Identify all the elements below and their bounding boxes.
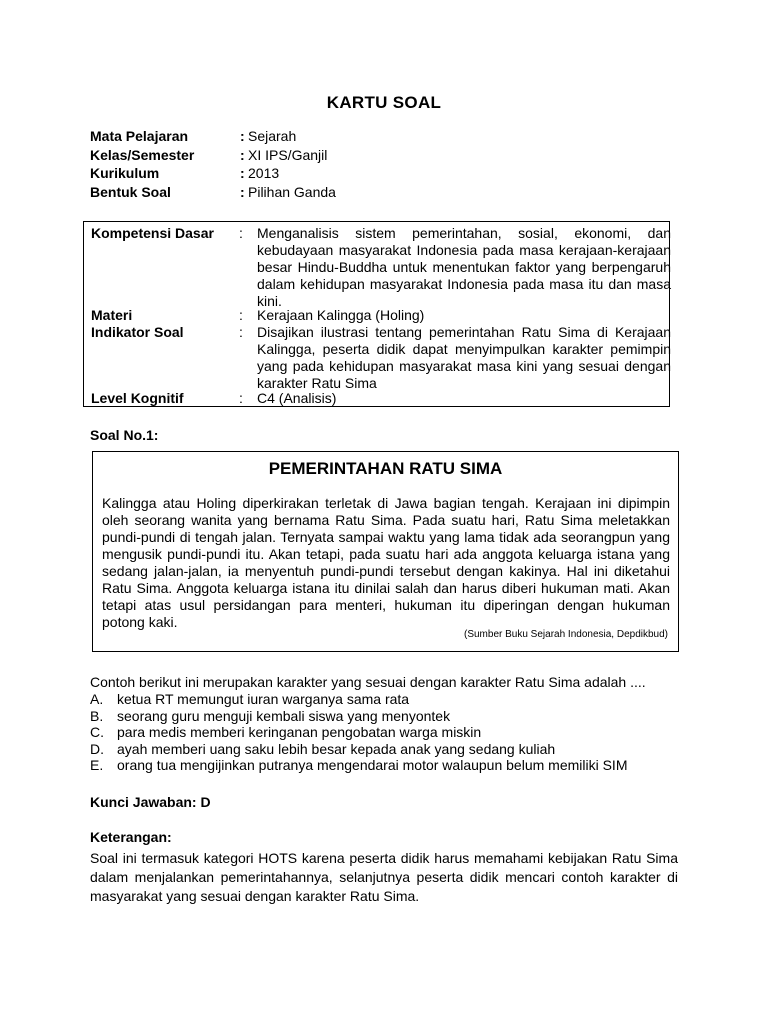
meta-row-mata-pelajaran — [90, 128, 336, 147]
option-b — [90, 708, 690, 725]
stimulus-text: Kalingga atau Holing diperkirakan terletak di Jawa bagian tengah. Kerajaan ini dipimpin oleh seorang wanita yang bernama Ratu Sima. Pada suatu hari, Ratu Sima meletakkan pundi-pundi di tengah jalan. Ternyata sampai waktu yang lama tidak ada seorangpun yang mengusik pundi-pundi itu. Akan tetapi, pada suatu hari ada anggota keluarga istana yang sedang jalan-jalan, ia menyentuh pundi-pundi tersebut dengan kakinya. Hal ini diketahui Ratu Sima. Anggota keluarga istana itu dinilai salah dan harus diberi hukuman mati. Akan tetapi atas usul persidangan para menteri, hukuman itu diperingan dengan hukuman potong kaki. — [102, 495, 670, 630]
question-block — [90, 674, 690, 774]
materi-label: Materi — [91, 307, 133, 323]
question-number: Soal No.1: — [90, 427, 159, 443]
meta-info — [90, 128, 336, 202]
option-letter: C. — [90, 724, 104, 741]
meta-label: Kurikulum — [90, 165, 160, 181]
kompetensi-dasar-label: Kompetensi Dasar — [91, 225, 214, 241]
stimulus-title: PEMERINTAHAN RATU SIMA — [268, 459, 503, 478]
option-d — [90, 741, 690, 758]
meta-row-bentuk-soal — [90, 184, 336, 203]
meta-colon: : — [240, 128, 245, 144]
meta-value: Sejarah — [248, 128, 297, 144]
meta-label: Kelas/Semester — [90, 146, 195, 163]
materi-value: Kerajaan Kalingga (Holing) — [257, 307, 425, 323]
meta-row-kurikulum — [90, 165, 336, 184]
meta-colon: : — [240, 183, 245, 200]
option-letter: B. — [90, 707, 104, 724]
meta-value: Pilihan Ganda — [248, 183, 336, 200]
meta-colon: : — [240, 165, 245, 181]
meta-value: XI IPS/Ganjil — [248, 146, 328, 163]
option-letter: A. — [90, 691, 104, 707]
option-letter: D. — [90, 740, 104, 757]
meta-label: Mata Pelajaran — [90, 128, 189, 144]
option-text: ayah memberi uang saku lebih besar kepada anak yang sedang kuliah — [117, 740, 556, 757]
competency-table — [83, 221, 670, 407]
kd-colon: : — [239, 390, 243, 406]
meta-label: Bentuk Soal — [90, 183, 171, 200]
stimulus-source: (Sumber Buku Sejarah Indonesia, Depdikbud) — [463, 629, 668, 640]
explanation-text: Soal ini termasuk kategori HOTS karena peserta didik harus memahami kebijakan Ratu Sima dalam menjalankan pemerintahannya, selanjutnya peserta didik mencari contoh karakter di masyarakat yang sesuai dengan karakter Ratu Sima. — [90, 850, 678, 904]
kd-colon: : — [239, 225, 243, 241]
meta-row-kelas-semester — [90, 147, 336, 166]
option-a — [90, 691, 690, 708]
question-stem: Contoh berikut ini merupakan karakter yang sesuai dengan karakter Ratu Sima adalah .... — [90, 674, 646, 690]
option-text: seorang guru menguji kembali siswa yang menyontek — [117, 707, 451, 724]
indikator-soal-value: Disajikan ilustrasi tentang pemerintahan Ratu Sima di Kerajaan Kalingga, peserta didik dapat menyimpulkan karakter pemimpin yang pada kehidupan masyarakat masa kini yang sesuai dengan karakter Ratu Sima — [257, 324, 671, 391]
level-kognitif-value: C4 (Analisis) — [257, 390, 337, 406]
indikator-soal-label: Indikator Soal — [91, 324, 184, 340]
level-kognitif-label: Level Kognitif — [91, 390, 184, 406]
option-e — [90, 757, 690, 774]
meta-colon: : — [240, 146, 245, 163]
kd-colon: : — [239, 324, 243, 340]
option-letter: E. — [90, 757, 104, 774]
document-title: KARTU SOAL — [326, 93, 442, 112]
stimulus-box — [92, 451, 679, 652]
meta-value: 2013 — [248, 165, 280, 181]
option-text: ketua RT memungut iuran warganya sama rata — [117, 691, 410, 707]
kompetensi-dasar-value: Menganalisis sistem pemerintahan, sosial, ekonomi, dan kebudayaan masyarakat Indonesia pada masa kerajaan-kerajaan besar Hindu-Buddha untuk menentukan faktor yang berpengaruh dalam kehidupan masyarakat Indonesia pada masa itu dan masa kini. — [257, 225, 671, 309]
answer-key: Kunci Jawaban: D — [90, 794, 211, 810]
kd-colon: : — [239, 307, 243, 323]
explanation-label: Keterangan: — [90, 829, 172, 845]
option-c — [90, 724, 690, 741]
option-text: orang tua mengijinkan putranya mengendarai motor walaupun belum memiliki SIM — [117, 757, 628, 774]
option-text: para medis memberi keringanan pengobatan warga miskin — [117, 724, 482, 741]
